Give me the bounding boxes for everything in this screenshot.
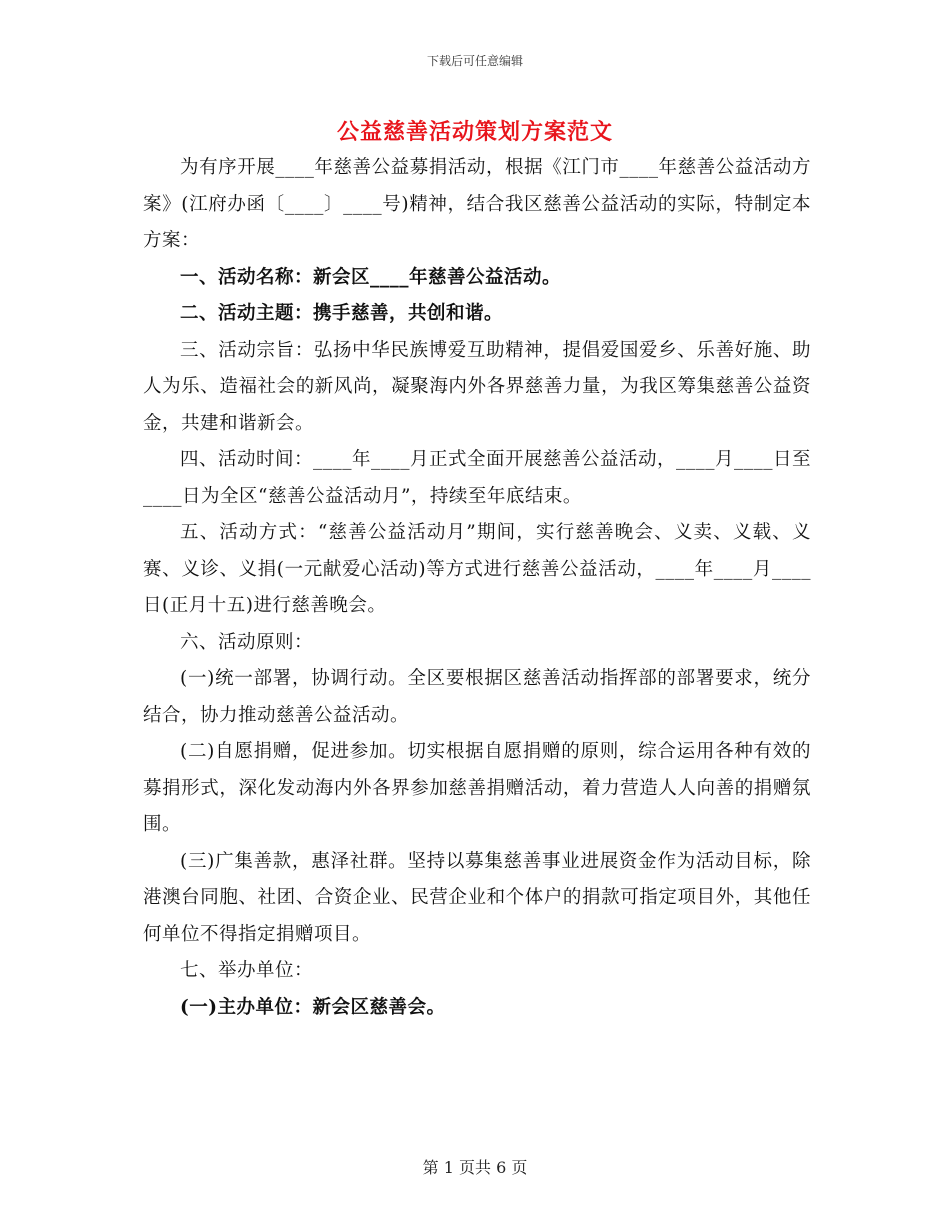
section-activity-name: 一、活动名称：新会区____年慈善公益活动。 [180, 266, 562, 288]
page-indicator: 第 1 页共 6 页 [422, 1158, 528, 1177]
section-activity-principles: 六、活动原则： [180, 631, 314, 653]
document-title: 公益慈善活动策划方案范文 [336, 119, 613, 145]
section-activity-purpose: 三、活动宗旨：弘扬中华民族博爱互助精神，提倡爱国爱乡、乐善好施、助人为乐、造福社会的新风尚，凝聚海内外各界慈善力量，为我区筹集慈善公益资金，共建和谐新会。 [143, 339, 811, 434]
section-activity-method: 五、活动方式：“慈善公益活动月”期间，实行慈善晚会、义卖、义载、义赛、义诊、义捐(一元献爱心活动)等方式进行慈善公益活动，____年____月____日(正月十五)进行慈善晚会。 [143, 522, 811, 616]
intro-paragraph: 为有序开展____年慈善公益募捐活动，根据《江门市____年慈善公益活动方案》(江府办函〔____〕____号)精神，结合我区慈善公益活动的实际，特制定本方案： [143, 157, 811, 251]
principle-item-1: (一)统一部署，协调行动。全区要根据区慈善活动指挥部的部署要求，统分结合，协力推动慈善公益活动。 [143, 668, 811, 726]
principle-item-3: (三)广集善款，惠泽社群。坚持以募集慈善事业进展资金作为活动目标，除港澳台同胞、社团、合资企业、民营企业和个体户的捐款可指定项目外，其他任何单位不得指定捐赠项目。 [143, 850, 811, 945]
document-body [143, 150, 811, 1026]
principle-item-2: (二)自愿捐赠，促进参加。切实根据自愿捐赠的原则，综合运用各种有效的募捐形式，深化发动海内外各界参加慈善捐赠活动，着力营造人人向善的捐赠氛围。 [143, 741, 811, 835]
organizer-item-1: (一)主办单位：新会区慈善会。 [180, 996, 446, 1018]
section-organizers: 七、举办单位： [180, 960, 314, 981]
header-note: 下载后可任意编辑 [426, 54, 523, 68]
section-activity-theme: 二、活动主题：携手慈善，共创和谐。 [180, 303, 504, 324]
section-activity-time: 四、活动时间：____年____月正式全面开展慈善公益活动，____月____日至____日为全区“慈善公益活动月”，持续至年底结束。 [143, 449, 812, 507]
